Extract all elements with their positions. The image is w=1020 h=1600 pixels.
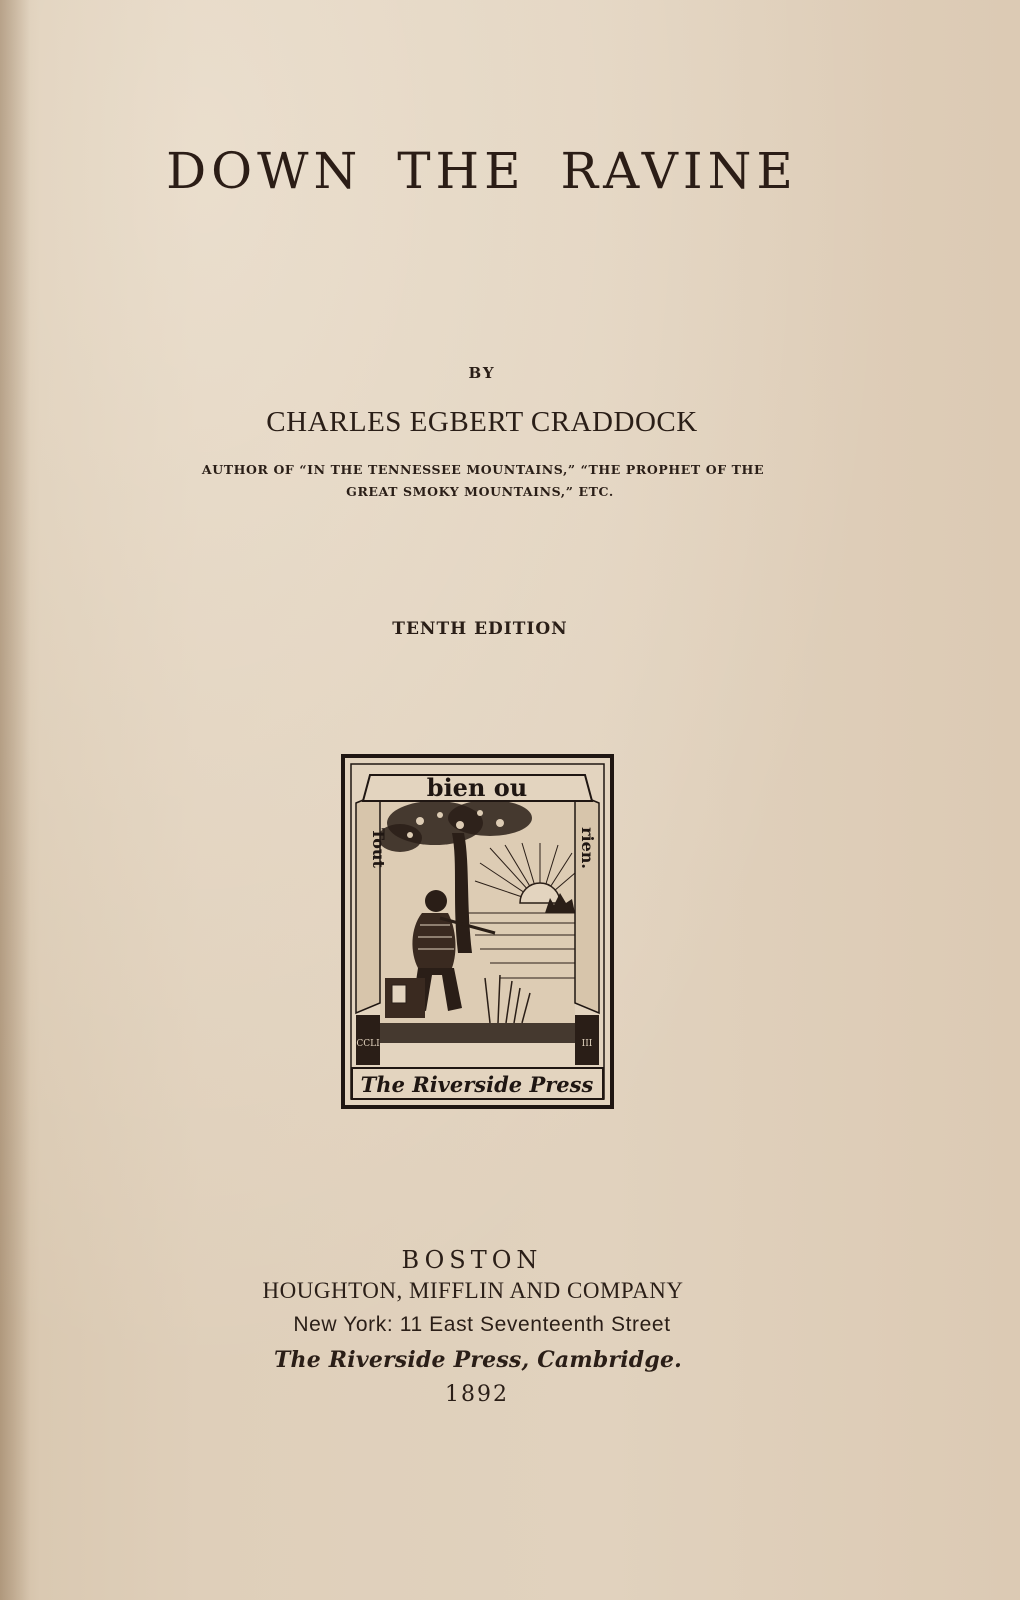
- author-credit-line-2: GREAT SMOKY MOUNTAINS,” ETC.: [346, 484, 614, 499]
- imprint-city: BOSTON: [401, 1246, 543, 1274]
- device-motto-left: Tout: [369, 828, 388, 868]
- imprint-press: The Riverside Press, Cambridge.: [273, 1347, 683, 1373]
- device-motto-top: bien ou: [426, 773, 528, 802]
- imprint-publisher: HOUGHTON, MIFFLIN AND COMPANY: [262, 1278, 684, 1303]
- device-banner-text: The Riverside Press: [360, 1072, 594, 1097]
- svg-text:CCLI: CCLI: [356, 1039, 380, 1049]
- riverside-press-device: [340, 753, 615, 1110]
- device-motto-right: rien.: [578, 827, 597, 869]
- book-title: DOWN THE RAVINE: [166, 142, 798, 200]
- edition-label: TENTH EDITION: [392, 619, 568, 639]
- svg-text:III: III: [581, 1039, 593, 1049]
- by-label: BY: [468, 364, 496, 382]
- imprint-year: 1892: [445, 1382, 509, 1407]
- author-name: CHARLES EGBERT CRADDOCK: [266, 406, 698, 438]
- imprint-address: New York: 11 East Seventeenth Street: [293, 1313, 671, 1336]
- author-credit-line-1: AUTHOR OF “IN THE TENNESSEE MOUNTAINS,” “THE PROPHET OF THE: [201, 462, 765, 477]
